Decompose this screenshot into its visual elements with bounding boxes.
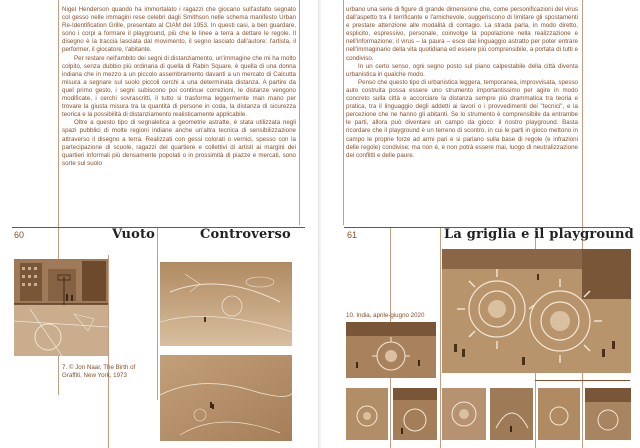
photo-india-small — [346, 322, 436, 378]
paragraph: Penso che questo tipo di urbanistica leggera, temporanea, improvvisata, spesso auto costruita possa essere uno strumento importantissimo per agire in modo concreto sulla città e accorciare la distanza sempre più drammatica tra teoria e pratica, tra il linguaggio degli addetti ai lavori o i provvedimenti dei "tecnici", e la percezione che ne hanno gli abitanti. Se lo strumento è comprensibile da entrambe le parti, allora può diventare un campo da gioco: il nostro playground. Basta ricordare che il playground è un terreno di scontro, in cui le parti in gioco mettono in campo le proprie forze ad armi pari e si parlano sulla base di regole (e infrazioni delle regole) condivise; ma non è, e non potrà essere mai, luogo di neutralizzazione dei conflitti e delle paure. — [346, 78, 578, 159]
book-gutter — [318, 0, 322, 448]
grid-line — [108, 255, 109, 448]
right-body-text — [346, 6, 578, 222]
photo-basketball-court — [14, 259, 108, 356]
page-number: 60 — [14, 230, 25, 240]
paragraph: Oltre a questo tipo di segnaletica a geometrie astratte, è stata utilizzata negli spazi pubblici di molte regioni indiane anche un'altra tecnica di sensibilizzazione attraverso il disegno a terra. Realizzati con gessi colorati o vernici, spesso con la partecipazione di scuole, ragazzi del quartiere e collettivi di artisti ai margini dei quartieri informali più densamente popolati o in prossimità di piazze e mercati, sono sorte sul suolo — [62, 119, 296, 167]
grid-line — [535, 380, 630, 381]
photo-india-bottom-4 — [490, 388, 533, 440]
grid-line — [343, 0, 344, 225]
section-title-griglia: La griglia e il playground — [444, 227, 634, 242]
grid-line — [157, 228, 158, 400]
paragraph: Per restare nell'ambito dei segni di distanziamento, un'immagine che mi ha molto colpito, senza dubbio più ordinaria di quella di Rabin Square, è quella di una donna indiana che in mezzo a un piccolo assembramento davanti a un mercato di Calcutta misura a segnare sul suolo piccoli cerchi a una determinata distanza. A partire da quel primo gesto, i segni subiscono poi continue correzioni, le distanze vengono modificate, i cerchi sovrascritti, il tutto si trasforma leggermente man mano per trovare la giusta misura tra la quantità di persone in coda, la distanza di sicurezza teorica e la possibilità di distanziamento realisticamente applicabile. — [62, 54, 296, 119]
photo-india-bottom-2 — [393, 388, 437, 440]
photo-india-bottom-1 — [346, 388, 388, 440]
left-body-text — [62, 6, 296, 222]
photo-india-street-painting — [442, 249, 631, 373]
photo-india-bottom-5 — [538, 388, 580, 440]
page-number: 61 — [347, 230, 358, 240]
section-title-vuoto: Vuoto — [112, 227, 156, 242]
caption-fig10: 10. India, aprile-giugno 2020 — [346, 312, 425, 319]
grid-line — [299, 0, 300, 225]
paragraph: In un certo senso, ogni segno posto sul piano calpestabile della città diventa urbanistica in qualche modo. — [346, 62, 578, 78]
grid-line — [440, 228, 441, 448]
caption-fig7: 7. © Jon Naar, The Birth of Graffiti, New York, 1973 — [62, 364, 136, 380]
photo-india-bottom-3 — [442, 388, 486, 440]
section-title-controverso: Controverso — [200, 227, 291, 242]
paragraph: Nigel Henderson quando ha immortalato i ragazzi che giocano sull'asfalto segnato col gesso nelle immagini rese celebri dagli Smithson nelle schema manifesto Urban Re-Identification Grille, presentato al CIAM del 1953. In questi casi, a ben guardare, sono i corpi a formare il playground, più che le linee a terra a dettare le regole. Il disegno è la traccia lasciata dal movimento, il segno lasciato dall'autore: l'artista, il performer, il giocatore, l'abitante. — [62, 6, 296, 54]
photo-gayarama-top — [160, 262, 292, 346]
paragraph: urbano una serie di figure di grande dimensione che, come personificazioni del virus dall'aspetto tra il terrificante e l'amichevole, suggeriscono di limitare gli spostamenti e prestare attenzione alle modalità di contagio. La strada parla, in modo diretto, esplicito, espressivo, personale, coinvolge la popolazione nella realizzazione e nell'informazione; il virus – la paura – esce dal linguaggio astratto per poter entrare nell'immaginario della vita quotidiana ed essere più comprensibile, a portata di tutti e condiviso. — [346, 6, 578, 62]
photo-india-bottom-6 — [585, 388, 631, 440]
photo-gayarama-bottom — [160, 355, 292, 441]
